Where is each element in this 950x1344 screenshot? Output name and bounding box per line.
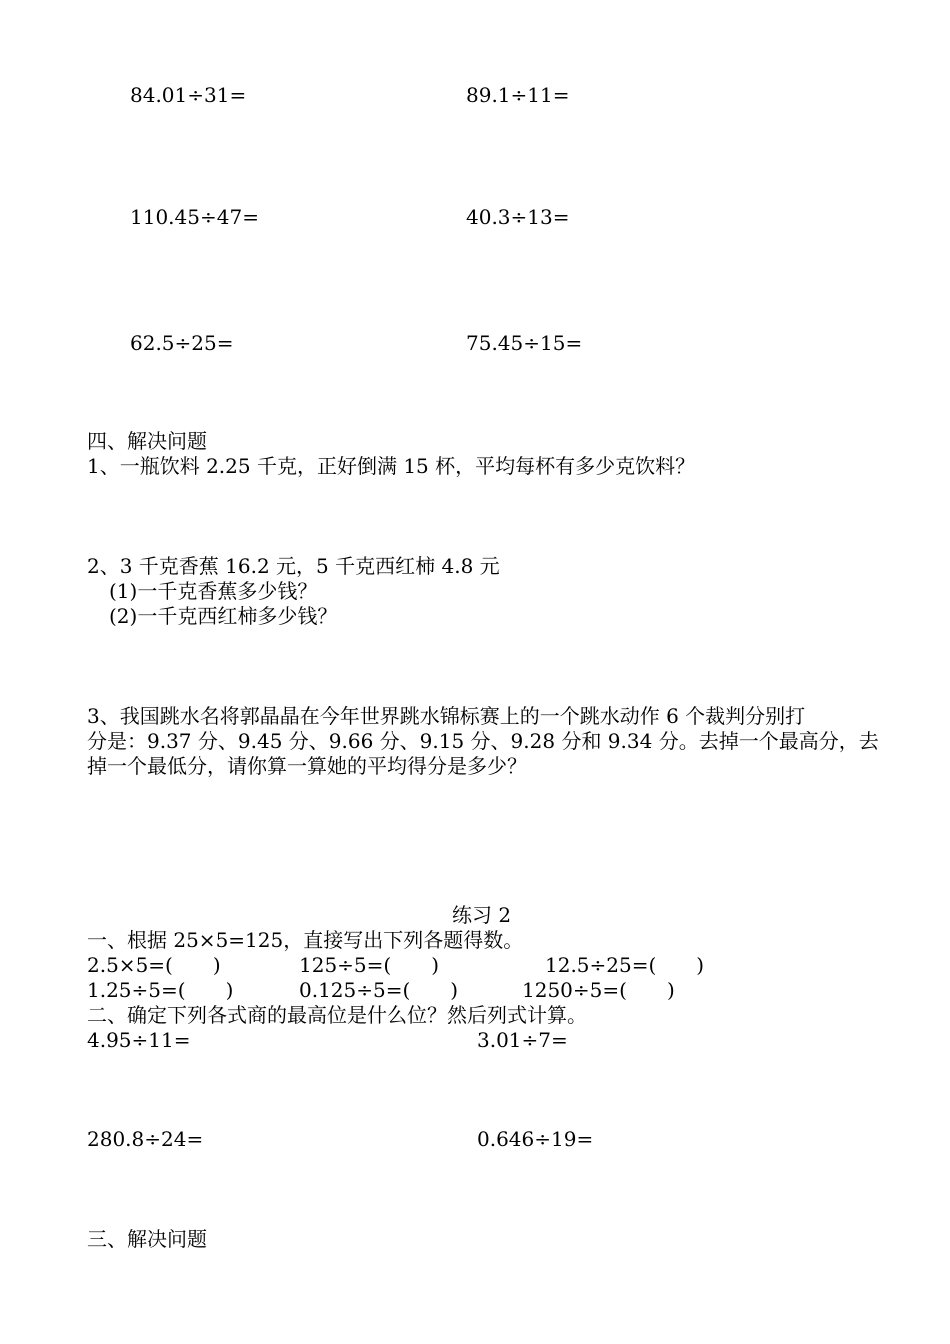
calc-item: 1.25÷5=( ) <box>87 978 234 1002</box>
exercise-item: 3.01÷7= <box>477 1028 568 1052</box>
calc-item: 125÷5=( ) <box>299 953 440 977</box>
calc-item: 0.125÷5=( ) <box>299 978 459 1002</box>
question-2-sub-1: (1)一千克香蕉多少钱？ <box>109 579 318 603</box>
exercise-item: 40.3÷13= <box>466 205 570 229</box>
section-heading: 三、解决问题 <box>87 1227 207 1251</box>
exercise-item: 4.95÷11= <box>87 1028 191 1052</box>
exercise-item: 62.5÷25= <box>130 331 234 355</box>
section-heading: 二、确定下列各式商的最高位是什么位？然后列式计算。 <box>87 1003 587 1027</box>
question-2-sub-2: (2)一千克西红柿多少钱？ <box>109 604 338 628</box>
exercise-item: 75.45÷15= <box>466 331 583 355</box>
question-3-line-3: 掉一个最低分，请你算一算她的平均得分是多少？ <box>87 754 527 778</box>
section-heading: 四、解决问题 <box>87 429 207 453</box>
exercise-item: 280.8÷24= <box>87 1127 204 1151</box>
question-3-line-2: 分是：9.37 分、9.45 分、9.66 分、9.15 分、9.28 分和 9.34 分。去掉一个最高分，去 <box>87 729 879 753</box>
exercise-item: 84.01÷31= <box>130 83 247 107</box>
question-3-line-1: 3、我国跳水名将郭晶晶在今年世界跳水锦标赛上的一个跳水动作 6 个裁判分别打 <box>87 704 806 728</box>
question-2: 2、3 千克香蕉 16.2 元，5 千克西红柿 4.8 元 <box>87 554 500 578</box>
exercise-item: 110.45÷47= <box>130 205 259 229</box>
calc-item: 2.5×5=( ) <box>87 953 221 977</box>
question-1: 1、一瓶饮料 2.25 千克，正好倒满 15 杯，平均每杯有多少克饮料？ <box>87 454 696 478</box>
section-heading: 一、根据 25×5=125，直接写出下列各题得数。 <box>87 928 524 952</box>
exercise-item: 0.646÷19= <box>477 1127 594 1151</box>
practice-title: 练习 2 <box>452 903 512 927</box>
exercise-item: 89.1÷11= <box>466 83 570 107</box>
calc-item: 12.5÷25=( ) <box>545 953 705 977</box>
calc-item: 1250÷5=( ) <box>522 978 675 1002</box>
